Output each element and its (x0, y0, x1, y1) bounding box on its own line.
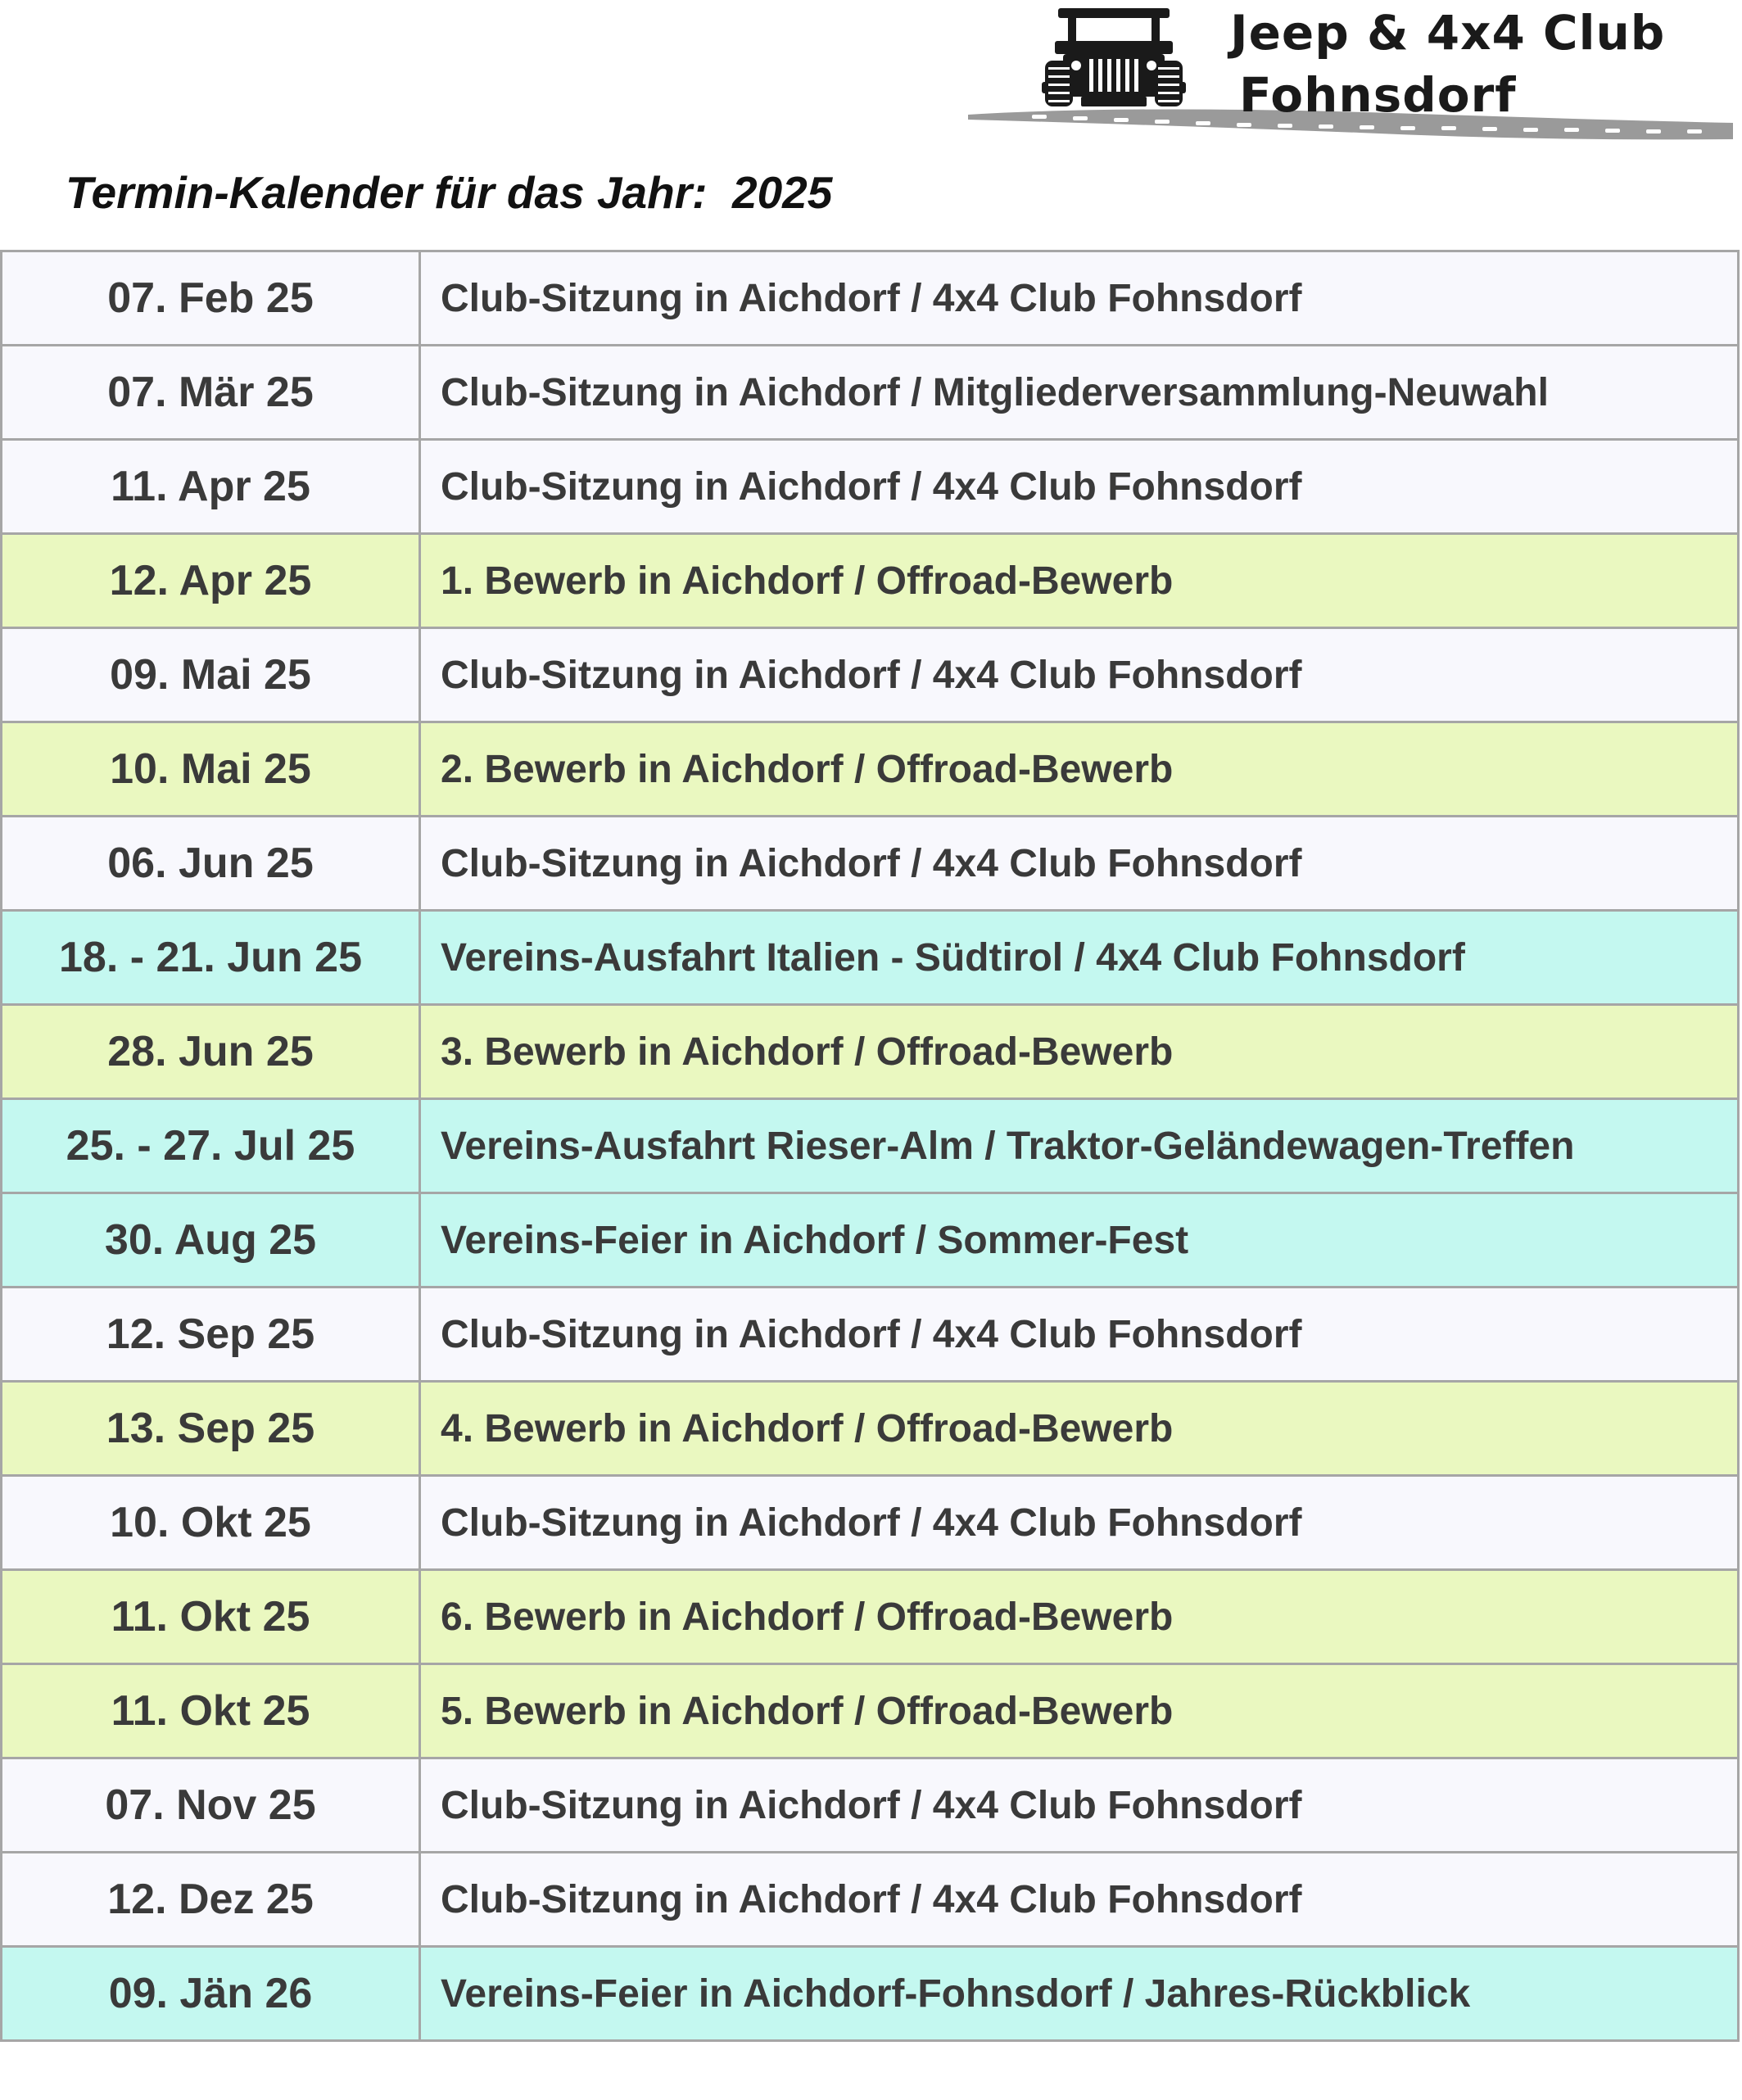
event-description: 2. Bewerb in Aichdorf / Offroad-Bewerb (420, 722, 1739, 817)
event-date: 30. Aug 25 (2, 1193, 420, 1288)
event-date: 07. Mär 25 (2, 346, 420, 440)
table-row (2, 1758, 1739, 1853)
event-description: 5. Bewerb in Aichdorf / Offroad-Bewerb (420, 1664, 1739, 1758)
table-row (2, 1947, 1739, 2041)
event-description: Club-Sitzung in Aichdorf / 4x4 Club Fohnsdorf (420, 251, 1739, 346)
logo-club-name: Jeep & 4x4 Club (1230, 5, 1666, 61)
event-description: Club-Sitzung in Aichdorf / 4x4 Club Fohnsdorf (420, 440, 1739, 534)
event-description: Vereins-Ausfahrt Rieser-Alm / Traktor-Geländewagen-Treffen (420, 1099, 1739, 1193)
event-description: Club-Sitzung in Aichdorf / 4x4 Club Fohnsdorf (420, 628, 1739, 722)
event-description: Club-Sitzung in Aichdorf / 4x4 Club Fohnsdorf (420, 1476, 1739, 1570)
event-date: 07. Feb 25 (2, 251, 420, 346)
table-row (2, 1099, 1739, 1193)
event-date: 09. Mai 25 (2, 628, 420, 722)
table-row (2, 722, 1739, 817)
table-row (2, 1853, 1739, 1947)
club-logo (966, 0, 1736, 152)
event-date: 11. Apr 25 (2, 440, 420, 534)
table-row (2, 534, 1739, 628)
event-date: 28. Jun 25 (2, 1005, 420, 1099)
event-description: Club-Sitzung in Aichdorf / 4x4 Club Fohnsdorf (420, 1758, 1739, 1853)
event-date: 12. Dez 25 (2, 1853, 420, 1947)
event-description: Club-Sitzung in Aichdorf / 4x4 Club Fohnsdorf (420, 1853, 1739, 1947)
event-date: 10. Okt 25 (2, 1476, 420, 1570)
table-row (2, 346, 1739, 440)
event-date: 11. Okt 25 (2, 1664, 420, 1758)
event-date: 25. - 27. Jul 25 (2, 1099, 420, 1193)
event-description: 1. Bewerb in Aichdorf / Offroad-Bewerb (420, 534, 1739, 628)
table-row (2, 817, 1739, 911)
table-row (2, 1570, 1739, 1664)
table-row (2, 628, 1739, 722)
event-description: Club-Sitzung in Aichdorf / Mitgliederversammlung-Neuwahl (420, 346, 1739, 440)
event-calendar-table (0, 250, 1740, 2042)
event-date: 09. Jän 26 (2, 1947, 420, 2041)
table-row (2, 1476, 1739, 1570)
event-description: Club-Sitzung in Aichdorf / 4x4 Club Fohnsdorf (420, 1288, 1739, 1382)
table-row (2, 1193, 1739, 1288)
table-row (2, 1664, 1739, 1758)
event-date: 12. Sep 25 (2, 1288, 420, 1382)
page-title-label: Termin-Kalender für das Jahr: (66, 167, 708, 218)
event-description: Club-Sitzung in Aichdorf / 4x4 Club Fohnsdorf (420, 817, 1739, 911)
event-date: 18. - 21. Jun 25 (2, 911, 420, 1005)
table-row (2, 911, 1739, 1005)
event-description: 3. Bewerb in Aichdorf / Offroad-Bewerb (420, 1005, 1739, 1099)
event-date: 11. Okt 25 (2, 1570, 420, 1664)
event-date: 13. Sep 25 (2, 1382, 420, 1476)
event-description: Vereins-Ausfahrt Italien - Südtirol / 4x4 Club Fohnsdorf (420, 911, 1739, 1005)
table-row (2, 1288, 1739, 1382)
event-description: 6. Bewerb in Aichdorf / Offroad-Bewerb (420, 1570, 1739, 1664)
table-row (2, 440, 1739, 534)
event-date: 12. Apr 25 (2, 534, 420, 628)
table-row (2, 1382, 1739, 1476)
event-description: 4. Bewerb in Aichdorf / Offroad-Bewerb (420, 1382, 1739, 1476)
table-row (2, 1005, 1739, 1099)
logo-club-town: Fohnsdorf (1239, 67, 1517, 123)
event-description: Vereins-Feier in Aichdorf / Sommer-Fest (420, 1193, 1739, 1288)
page-title (66, 166, 832, 219)
event-date: 10. Mai 25 (2, 722, 420, 817)
table-row (2, 251, 1739, 346)
event-date: 06. Jun 25 (2, 817, 420, 911)
event-description: Vereins-Feier in Aichdorf-Fohnsdorf / Jahres-Rückblick (420, 1947, 1739, 2041)
page-title-year: 2025 (732, 167, 833, 218)
event-date: 07. Nov 25 (2, 1758, 420, 1853)
